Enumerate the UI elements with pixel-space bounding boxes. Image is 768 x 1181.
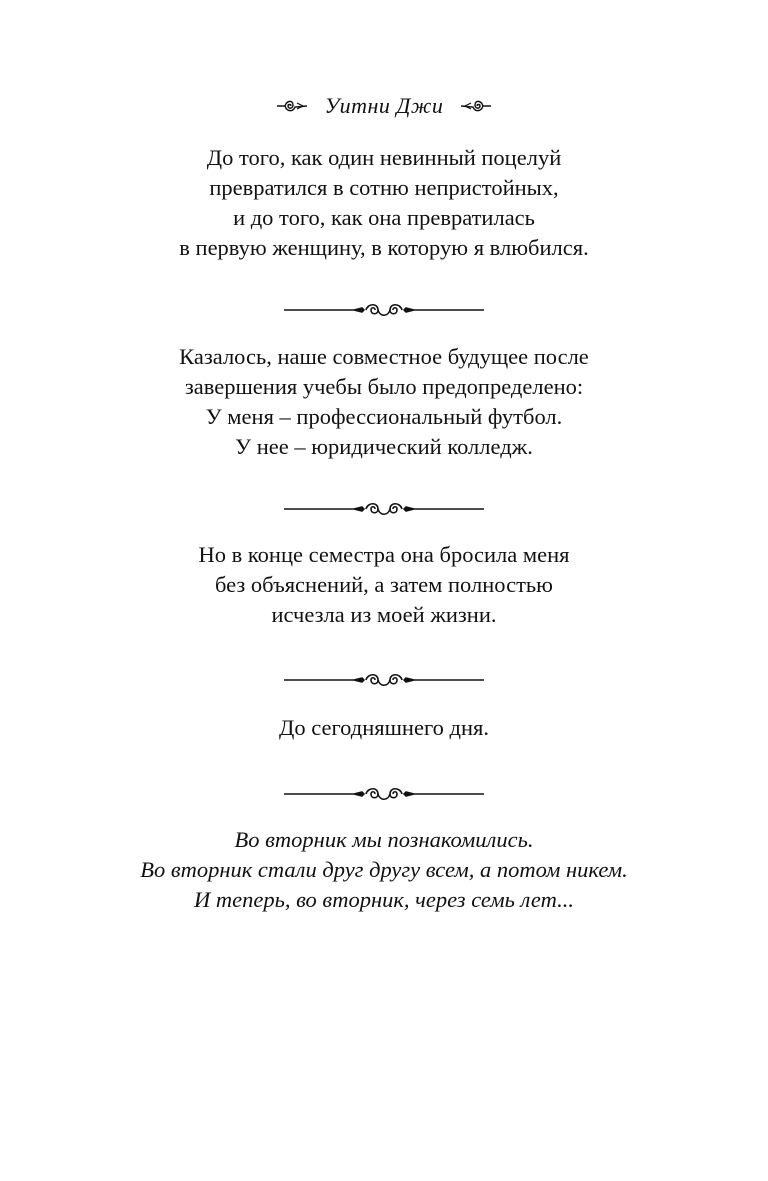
book-author-title: Уитни Джи xyxy=(324,92,444,118)
text-line: превратился в сотню непристойных, xyxy=(209,175,559,200)
text-line: До того, как один невинный поцелуй xyxy=(206,145,562,170)
text-line: Казалось, наше совместное будущее после xyxy=(179,344,589,369)
scroll-divider-icon xyxy=(284,782,484,806)
text-line: У меня – профессиональный футбол. xyxy=(205,404,563,429)
stanza-4 xyxy=(0,713,768,743)
stanza-1 xyxy=(0,143,768,263)
text-line: И теперь, во вторник, через семь лет... xyxy=(194,887,574,912)
running-header xyxy=(0,86,768,124)
left-flourish-icon xyxy=(275,98,309,114)
text-line: Во вторник стали друг другу всем, а потом никем. xyxy=(140,857,628,882)
text-line: завершения учебы было предопределено: xyxy=(184,374,584,399)
text-line: исчезла из моей жизни. xyxy=(271,602,497,627)
stanza-3 xyxy=(0,540,768,630)
stanza-2 xyxy=(0,342,768,462)
scroll-divider-icon xyxy=(284,497,484,521)
text-line: До сегодняшнего дня. xyxy=(279,715,489,740)
text-line: Во вторник мы познакомились. xyxy=(234,827,534,852)
scroll-divider-icon xyxy=(284,668,484,692)
text-line: в первую женщину, в которую я влюбился. xyxy=(179,235,589,260)
text-line: без объяснений, а затем полностью xyxy=(215,572,553,597)
text-line: и до того, как она превратилась xyxy=(233,205,535,230)
text-line: Но в конце семестра она бросила меня xyxy=(198,542,570,567)
scroll-divider-icon xyxy=(284,298,484,322)
stanza-5-italic xyxy=(0,825,768,915)
right-flourish-icon xyxy=(459,98,493,114)
text-line: У нее – юридический колледж. xyxy=(235,434,533,459)
